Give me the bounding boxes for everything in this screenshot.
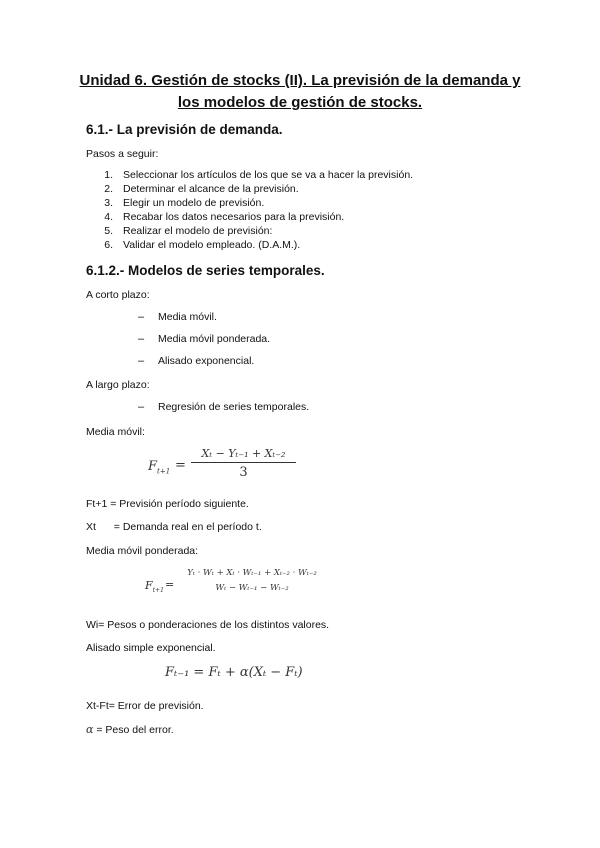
document-title-line-1: Unidad 6. Gestión de stocks (II). La previsión de la demanda y (79, 72, 521, 89)
definition-xt-symbol: Xt (86, 521, 96, 533)
fraction-bar (178, 580, 326, 581)
dash-bullet: – (138, 333, 145, 345)
formula-lhs-subscript: t+1 (157, 467, 171, 476)
definition-ft1: Ft+1 = Previsión período siguiente. (86, 498, 249, 510)
exponential-smoothing-label: Alisado simple exponencial. (86, 642, 216, 654)
fraction-bar (191, 462, 296, 463)
definition-error: Xt-Ft= Error de previsión. (86, 700, 204, 712)
list-item (0, 311, 600, 327)
definition-xt-row (86, 521, 262, 533)
list-item (0, 225, 600, 239)
list-item (0, 333, 600, 349)
step-text: Validar el modelo empleado. (D.A.M.). (123, 239, 301, 251)
short-term-item: Media móvil ponderada. (158, 333, 271, 345)
weighted-moving-average-formula (145, 568, 345, 606)
list-item (0, 401, 600, 417)
list-item (0, 197, 600, 211)
step-text: Seleccionar los artículos de los que se va a hacer la previsión. (123, 169, 414, 181)
formula-numerator: Xₜ − Yₜ₋₁ + Xₜ₋₂ (201, 447, 286, 460)
list-item (0, 169, 600, 183)
formula-numerator: Yₜ · Wₜ + Xₜ · Wₜ₋₁ + Xₜ₋₂ · Wₜ₋₂ (187, 568, 317, 578)
step-number: 6. (104, 239, 113, 251)
definition-xt-text: = Demanda real en el período t. (113, 521, 262, 533)
formula-lhs: F (145, 579, 153, 592)
formula-equals: = (165, 578, 175, 591)
step-number: 4. (104, 211, 113, 223)
moving-average-formula (148, 447, 308, 489)
step-number: 1. (104, 169, 113, 181)
alpha-symbol: α (86, 723, 94, 736)
steps-intro: Pasos a seguir: (86, 148, 159, 160)
section-heading-6-1: 6.1.- La previsión de demanda. (86, 122, 283, 137)
list-item (0, 183, 600, 197)
list-item (0, 211, 600, 225)
formula-equals: = (175, 458, 186, 473)
long-term-label: A largo plazo: (86, 379, 150, 391)
definition-alpha-row (86, 723, 174, 736)
formula-lhs-subscript: t+1 (152, 587, 164, 595)
step-number: 5. (104, 225, 113, 237)
step-text: Determinar el alcance de la previsión. (123, 183, 299, 195)
short-term-item: Alisado exponencial. (158, 355, 255, 367)
step-text: Realizar el modelo de previsión: (123, 225, 273, 237)
formula-denominator: Wₜ − Wₜ₋₁ − Wₜ₋₂ (215, 583, 289, 593)
definition-alpha-text: = Peso del error. (93, 724, 174, 736)
long-term-item: Regresión de series temporales. (158, 401, 310, 413)
document-title-line-2: los modelos de gestión de stocks. (177, 94, 423, 111)
list-item (0, 239, 600, 253)
step-number: 3. (104, 197, 113, 209)
exponential-smoothing-formula: Fₜ₋₁ = Fₜ + α(Xₜ − Fₜ) (165, 665, 303, 680)
weighted-moving-average-label: Media móvil ponderada: (86, 545, 199, 557)
formula-fraction (191, 447, 296, 480)
formula-denominator: 3 (239, 465, 248, 480)
definition-wi: Wi= Pesos o ponderaciones de los distintos valores. (86, 619, 330, 631)
dash-bullet: – (138, 355, 145, 367)
list-item (0, 355, 600, 371)
moving-average-label: Media móvil: (86, 426, 145, 438)
dash-bullet: – (138, 311, 145, 323)
formula-fraction (178, 568, 326, 593)
short-term-label: A corto plazo: (86, 289, 150, 301)
step-text: Recabar los datos necesarios para la previsión. (123, 211, 345, 223)
section-heading-6-1-2: 6.1.2.- Modelos de series temporales. (86, 263, 325, 278)
dash-bullet: – (138, 401, 145, 413)
step-text: Elegir un modelo de previsión. (123, 197, 265, 209)
short-term-item: Media móvil. (158, 311, 217, 323)
step-number: 2. (104, 183, 113, 195)
formula-lhs: F (148, 459, 158, 474)
